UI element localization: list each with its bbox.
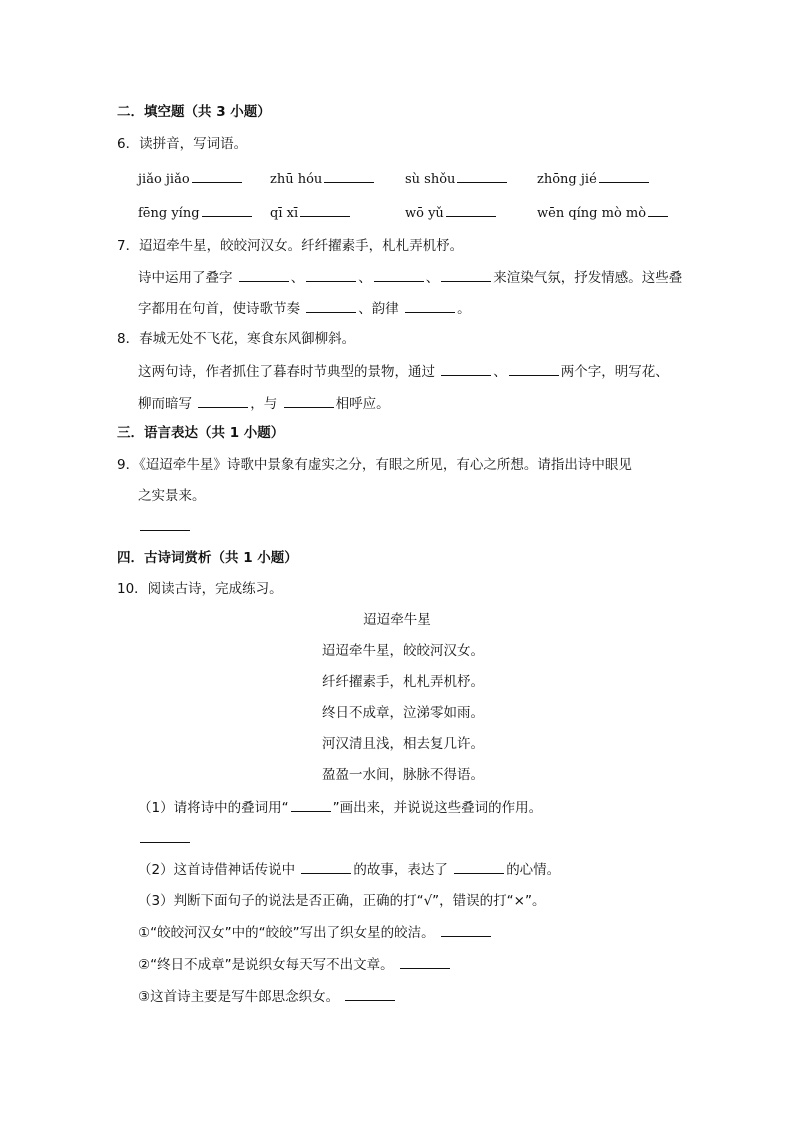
answer-blank[interactable]: [140, 828, 190, 843]
answer-blank[interactable]: [648, 202, 668, 217]
answer-blank[interactable]: [239, 267, 289, 282]
pinyin-text: wēn qíng mò mò: [537, 206, 647, 221]
pinyin-item: [405, 168, 509, 190]
text: 。: [457, 301, 471, 317]
text: 这两句诗，作者抓住了暮春时节典型的景物，通过: [138, 364, 435, 380]
answer-blank[interactable]: [306, 267, 356, 282]
answer-blank[interactable]: [192, 168, 242, 183]
pinyin-text: wō yǔ: [405, 206, 444, 221]
pinyin-text: sù shǒu: [405, 172, 456, 187]
question-10-stem: 10．阅读古诗，完成练习。: [117, 581, 283, 597]
text: ②“终日不成章”是说织女每天写不出文章。: [138, 957, 394, 973]
separator: 、: [290, 270, 305, 286]
answer-blank[interactable]: [374, 267, 424, 282]
judgement-3: [138, 986, 397, 1007]
pinyin-text: jiǎo jiǎo: [138, 172, 190, 187]
poem-title: 迢迢牵牛星: [363, 612, 431, 628]
answer-blank[interactable]: [300, 202, 350, 217]
section-title-language: 三．语言表达（共 1 小题）: [117, 425, 285, 441]
question-10-part-1: [138, 797, 542, 818]
answer-blank[interactable]: [301, 859, 351, 874]
pinyin-item: [138, 202, 254, 224]
answer-blank[interactable]: [284, 393, 334, 408]
question-9-answer: [138, 516, 192, 537]
text: 的心情。: [506, 862, 561, 878]
judgement-2: [138, 954, 452, 975]
question-9-line-2: 之实景来。: [138, 488, 206, 504]
separator: 、: [358, 270, 372, 286]
separator: 、: [425, 270, 440, 286]
underline-sample: [291, 797, 331, 812]
poem-line: 盈盈一水间，脉脉不得语。: [322, 767, 484, 783]
question-9-line-1: 9．《迢迢牵牛星》诗歌中景象有虚实之分，有眼之所见，有心之所想。请指出诗中眼见: [117, 457, 632, 473]
section-title-poetry: 四．古诗词赏析（共 1 小题）: [117, 550, 298, 566]
judgement-1: [138, 922, 493, 943]
question-7-line-1: [138, 267, 682, 288]
answer-blank[interactable]: [405, 298, 455, 313]
poem-line: 迢迢牵牛星，皎皎河汉女。: [322, 643, 484, 659]
answer-blank[interactable]: [345, 986, 395, 1001]
question-8-line-2: [138, 393, 390, 414]
pinyin-item: [537, 202, 670, 224]
answer-blank[interactable]: [454, 859, 504, 874]
text: 诗中运用了叠字: [138, 270, 233, 286]
question-10-part-2: [138, 859, 560, 880]
pinyin-item: [270, 168, 376, 190]
pinyin-text: fēng yíng: [138, 206, 200, 221]
answer-blank[interactable]: [324, 168, 374, 183]
answer-blank[interactable]: [441, 361, 491, 376]
question-7-stem: 7．迢迢牵牛星，皎皎河汉女。纤纤擢素手，札札弄机杼。: [117, 238, 464, 254]
pinyin-item: [138, 168, 244, 190]
question-10-part-1-answer: [138, 828, 192, 849]
text: 相呼应。: [335, 396, 390, 412]
section-title-fill-blank: 二．填空题（共 3 小题）: [117, 104, 271, 120]
text: 字都用在句首，使诗歌节奏: [138, 301, 300, 317]
pinyin-text: qī xī: [270, 206, 299, 221]
question-8-line-1: [138, 361, 669, 382]
pinyin-text: zhōng jié: [537, 172, 597, 187]
text: （1）请将诗中的叠词用“: [138, 800, 289, 816]
question-8-stem: 8．春城无处不飞花，寒食东风御柳斜。: [117, 331, 356, 347]
text: ①“皎皎河汉女”中的“皎皎”写出了织女星的皎洁。: [138, 925, 435, 941]
text: 的故事，表达了: [353, 862, 448, 878]
text: ，与: [250, 396, 278, 412]
text: 柳而暗写: [138, 396, 192, 412]
answer-blank[interactable]: [400, 954, 450, 969]
poem-line: 纤纤擢素手，札札弄机杼。: [322, 674, 484, 690]
answer-blank[interactable]: [198, 393, 248, 408]
question-7-line-2: [138, 298, 471, 319]
answer-blank[interactable]: [457, 168, 507, 183]
answer-blank[interactable]: [306, 298, 356, 313]
poem-line: 河汉清且浅，相去复几许。: [322, 736, 484, 752]
answer-blank[interactable]: [441, 922, 491, 937]
answer-blank[interactable]: [509, 361, 559, 376]
text: ③这首诗主要是写牛郎思念织女。: [138, 989, 340, 1005]
answer-blank[interactable]: [441, 267, 491, 282]
pinyin-item: [537, 168, 651, 190]
poem-line: 终日不成章，泣涕零如雨。: [322, 705, 484, 721]
separator: 、: [493, 364, 507, 380]
pinyin-text: zhū hóu: [270, 172, 323, 187]
pinyin-item: [405, 202, 498, 224]
question-6-stem: 6．读拼音，写词语。: [117, 136, 248, 152]
text: ”画出来，并说说这些叠词的作用。: [332, 800, 543, 816]
question-10-part-3: （3）判断下面句子的说法是否正确，正确的打“√”，错误的打“×”。: [138, 893, 546, 909]
answer-blank[interactable]: [446, 202, 496, 217]
text: 来渲染气氛，抒发情感。这些叠: [493, 270, 683, 286]
text: 、韵律: [358, 301, 399, 317]
answer-blank[interactable]: [202, 202, 252, 217]
pinyin-item: [270, 202, 352, 224]
answer-blank[interactable]: [140, 516, 190, 531]
text: 两个字，明写花、: [560, 364, 669, 380]
text: （2）这首诗借神话传说中: [138, 862, 296, 878]
answer-blank[interactable]: [599, 168, 649, 183]
